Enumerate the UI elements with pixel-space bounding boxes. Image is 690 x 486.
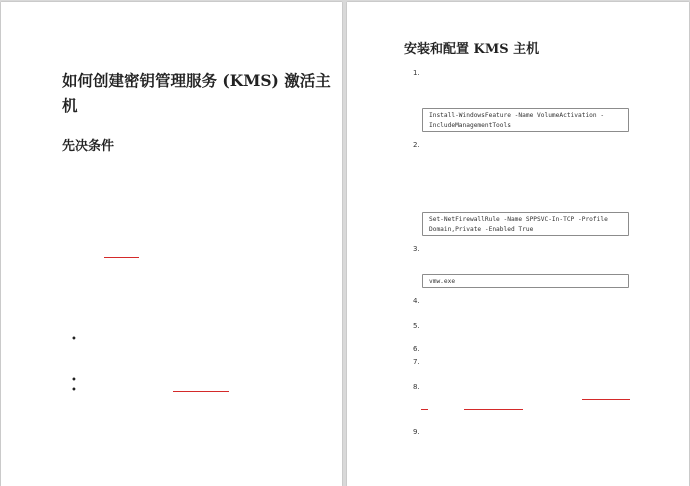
bullet-marker: •: [71, 334, 77, 345]
prerequisites-heading: 先决条件: [62, 139, 115, 154]
inline-link[interactable]: [421, 409, 428, 410]
bullet-marker: •: [71, 385, 77, 396]
code-block: Install-WindowsFeature -Name VolumeActivation -IncludeManagementTools: [422, 108, 629, 132]
step-number: 8.: [413, 383, 420, 391]
install-configure-heading: 安装和配置 KMS 主机: [404, 42, 540, 57]
code-block: vmw.exe: [422, 274, 629, 288]
inline-link[interactable]: [173, 391, 229, 392]
inline-link[interactable]: [104, 257, 139, 258]
code-block: Set-NetFirewallRule -Name SPPSVC-In-TCP -Profile Domain,Private -Enabled True: [422, 212, 629, 236]
step-number: 7.: [413, 358, 420, 366]
step-number: 4.: [413, 297, 420, 305]
inline-link[interactable]: [582, 399, 630, 400]
step-number: 5.: [413, 322, 420, 330]
document-page-right: [347, 2, 689, 486]
step-number: 2.: [413, 141, 420, 149]
bullet-marker: •: [71, 375, 77, 386]
page-title: 如何创建密钥管理服务 (KMS) 激活主机: [62, 71, 331, 115]
step-number: 9.: [413, 428, 420, 436]
step-number: 6.: [413, 345, 420, 353]
step-number: 1.: [413, 69, 420, 77]
step-number: 3.: [413, 245, 420, 253]
inline-link[interactable]: [464, 409, 523, 410]
document-page-left: [1, 2, 342, 486]
